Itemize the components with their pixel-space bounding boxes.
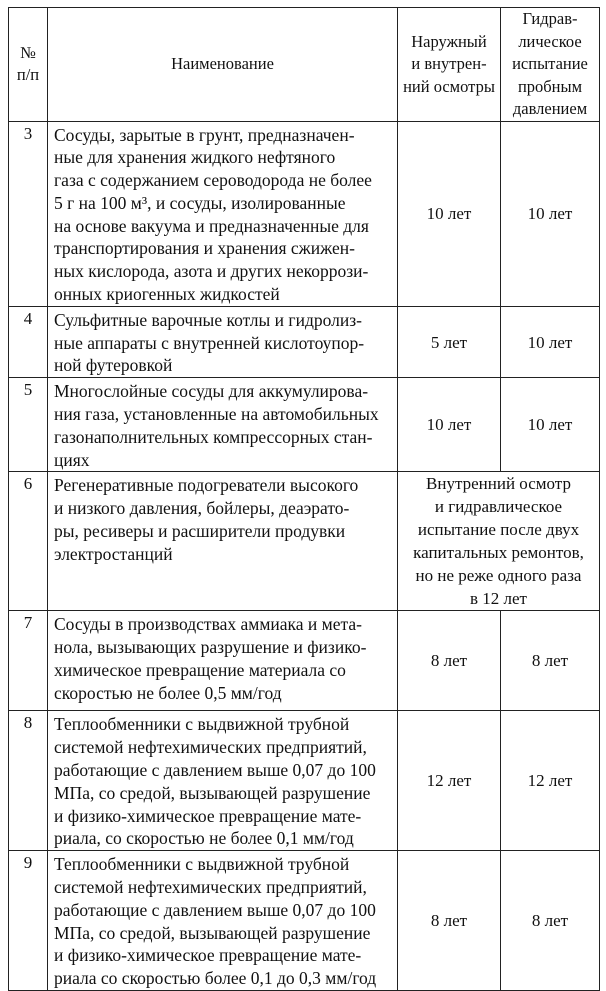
row-number: 8 [9,711,48,851]
row-hydraulic: 10 лет [501,121,600,306]
inspection-periods-table [8,7,600,991]
row-inspection: 12 лет [398,711,501,851]
row-combined-requirement: Внутренний осмотр и гидравлическое испытание после двух капитальных ремонтов, но не реже одного раза в 12 лет [398,472,600,611]
row-name: Теплообменники с выдвижной трубной системой нефтехимических предприятий, работающие с давлением выше 0,07 до 100 МПа, со средой, вызывающей разрушение и физико-химическое превращение мате- риала со скоростью более 0,1 до 0,3 мм/год [48,851,398,991]
row-inspection: 5 лет [398,306,501,377]
row-inspection: 8 лет [398,611,501,711]
row-name: Теплообменники с выдвижной трубной системой нефтехимических предприятий, работающие с давлением выше 0,07 до 100 МПа, со средой, вызывающей разрушение и физико-химическое превращение мате- риала, со скоростью не более 0,1 мм/год [48,711,398,851]
row-inspection: 8 лет [398,851,501,991]
row-hydraulic: 12 лет [501,711,600,851]
row-name: Регенеративные подогреватели высокого и низкого давления, бойлеры, деаэрато- ры, ресиверы и расширители продувки электростанций [48,472,398,611]
row-inspection: 10 лет [398,378,501,472]
header-name: Наименование [48,8,398,122]
table-row [9,472,600,611]
row-number: 6 [9,472,48,611]
header-inspection: Наружный и внутрен- ний осмотры [398,8,501,122]
row-inspection: 10 лет [398,121,501,306]
row-number: 7 [9,611,48,711]
row-number: 3 [9,121,48,306]
row-name: Сосуды в производствах аммиака и мета- нола, вызывающих разрушение и физико- химическое превращение материала со скоростью не более 0,5 мм/год [48,611,398,711]
table-row [9,851,600,991]
table-row [9,121,600,306]
row-name: Сосуды, зарытые в грунт, предназначен- ные для хранения жидкого нефтяного газа с содержанием сероводорода не более 5 г на 100 м³, и сосуды, изолированные на основе вакуума и предназначенные для транспортирования и хранения сжижен- ных кислорода, азота и других некоррози- онных криогенных жидкостей [48,121,398,306]
table-row [9,711,600,851]
row-hydraulic: 8 лет [501,611,600,711]
row-hydraulic: 10 лет [501,306,600,377]
table-row [9,611,600,711]
table-header-row [9,8,600,122]
row-number: 4 [9,306,48,377]
row-number: 5 [9,378,48,472]
header-number: № п/п [9,8,48,122]
row-hydraulic: 8 лет [501,851,600,991]
row-number: 9 [9,851,48,991]
row-name: Многослойные сосуды для аккумулирова- ния газа, установленные на автомобильных газонаполнительных компрессорных стан- циях [48,378,398,472]
row-hydraulic: 10 лет [501,378,600,472]
table-row [9,378,600,472]
header-hydraulic-test: Гидрав- лическое испытание пробным давлением [501,8,600,122]
table-row [9,306,600,377]
row-name: Сульфитные варочные котлы и гидролиз- ные аппараты с внутренней кислотоупор- ной футеровкой [48,306,398,377]
